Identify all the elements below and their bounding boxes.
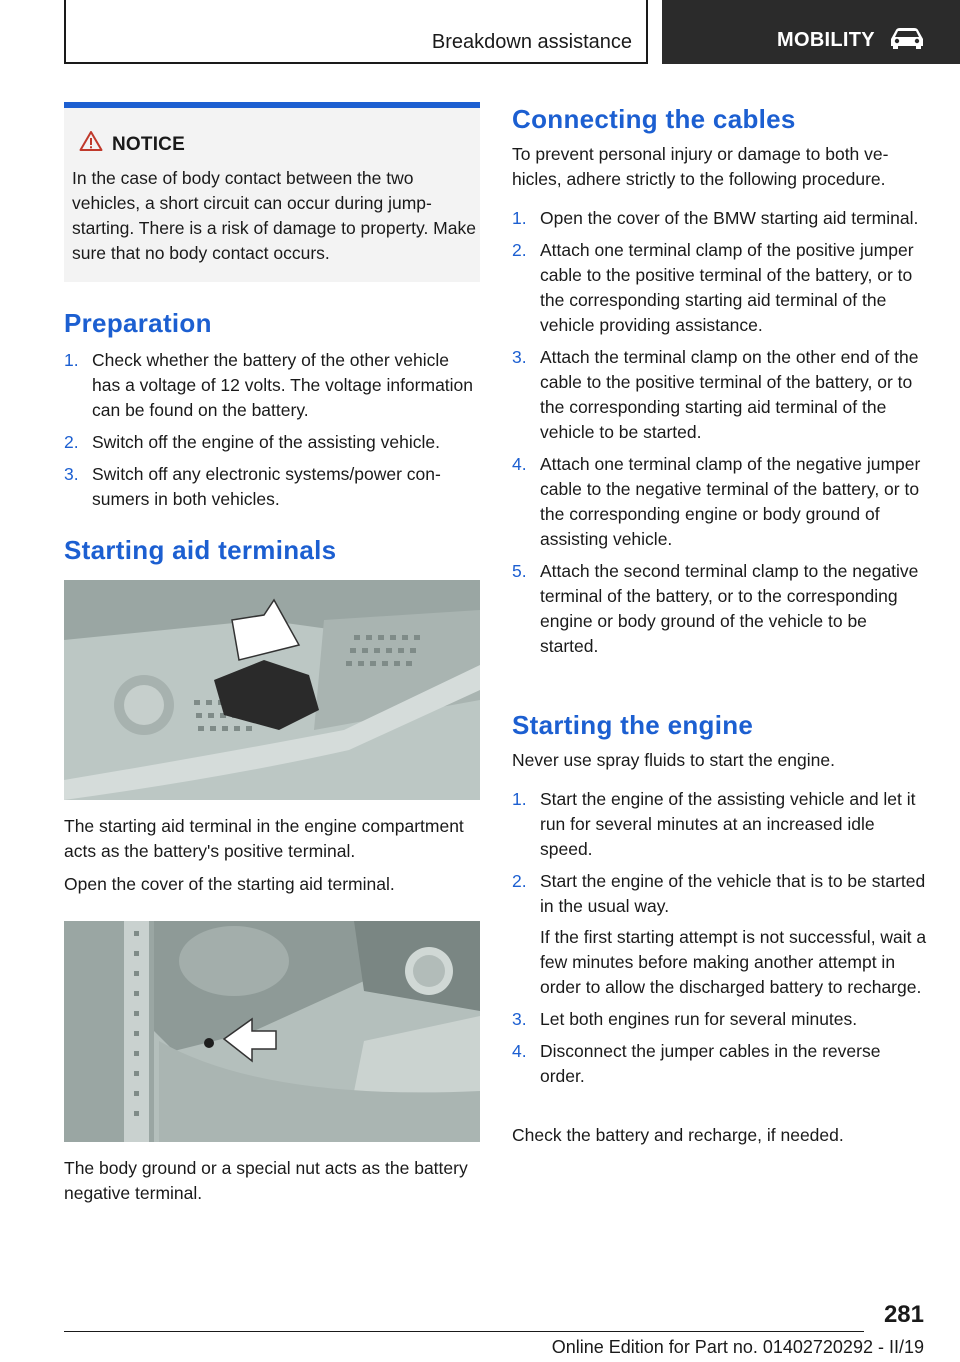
engine-list: [512, 787, 928, 1096]
car-icon: [888, 26, 926, 50]
warning-triangle-icon: [79, 130, 103, 152]
preparation-heading: Preparation: [64, 308, 212, 338]
terminals-caption-3: The body ground or a special nut acts as the battery negative terminal.: [64, 1158, 468, 1203]
list-item: 1. Start the engine of the assisting vehicle and let it run for several minutes at an increased idle speed.: [512, 789, 916, 859]
body-ground-illustration: [64, 921, 480, 1142]
notice-title: NOTICE: [112, 134, 185, 155]
list-item: 1. Open the cover of the BMW starting aid terminal.: [512, 208, 919, 228]
list-item: 2. Switch off the engine of the assisting vehicle.: [64, 432, 440, 452]
engine-outro: Check the battery and recharge, if needed.: [512, 1125, 844, 1145]
page-number: 281: [883, 1301, 924, 1328]
notice-box: [64, 102, 480, 282]
terminals-heading: Starting aid terminals: [64, 535, 337, 565]
list-item: 1. Check whether the battery of the other vehicle has a voltage of 12 volts. The voltage information can be found on the battery.: [64, 350, 474, 420]
connecting-list: [512, 206, 928, 666]
list-item: 4. Attach one terminal clamp of the negative jumper cable to the negative terminal of the battery, or to the corresponding engine or body ground of assisting vehicle.: [512, 454, 921, 549]
engine-bay-ground-photo: [64, 921, 480, 1142]
engine-bay-photo: [64, 580, 480, 800]
engine-intro: Never use spray fluids to start the engine.: [512, 750, 835, 770]
list-item: 3. Switch off any electronic systems/power consumers in both vehicles.: [64, 464, 441, 509]
terminals-caption-2: Open the cover of the starting aid terminal.: [64, 874, 395, 894]
header-chapter-label: MOBILITY: [777, 29, 875, 51]
header-section-title: Breakdown assistance: [431, 31, 632, 53]
list-item: 5. Attach the second terminal clamp to the negative terminal of the battery, or to the corresponding engine or body ground of the vehicle to be started.: [512, 561, 919, 656]
engine-heading: Starting the engine: [512, 710, 754, 740]
list-item: 4. Disconnect the jumper cables in the reverse order.: [512, 1041, 881, 1086]
footer-divider: [64, 1331, 864, 1332]
list-item: 3. Attach the terminal clamp on the other end of the cable to the positive terminal of the battery, or to the corresponding starting aid terminal of the vehicle to be started.: [512, 347, 919, 442]
footer-edition: Online Edition for Part no. 01402720292 - II/19: [551, 1337, 924, 1357]
list-item: 2. Attach one terminal clamp of the positive jumper cable to the positive terminal of the battery, or to the corresponding starting aid terminal of the vehicle providing assistance.: [512, 240, 914, 335]
connecting-heading: Connecting the cables: [512, 104, 796, 134]
terminals-caption-1: The starting aid terminal in the engine compartment acts as the battery's positive terminal.: [64, 816, 464, 861]
list-item: 3. Let both engines run for several minutes.: [512, 1009, 858, 1029]
starting-aid-terminal-illustration: [64, 580, 480, 800]
list-item-note: If the first starting attempt is not successful, wait a few minutes before making another attempt in order to allow the discharged battery to recharge.: [540, 927, 927, 997]
header-section-box: [64, 0, 648, 64]
header-chapter-tab: [662, 0, 960, 64]
notice-body: In the case of body contact between the two vehicles, a short circuit can occur during jump-starting. There is a risk of damage to property. Make sure that no body contact occurs.: [72, 168, 476, 263]
preparation-list: [64, 348, 480, 519]
connecting-intro: To prevent personal injury or damage to both vehicles, adhere strictly to the following procedure.: [512, 144, 889, 189]
list-item: 2. Start the engine of the vehicle that is to be started in the usual way. If the first starting attempt is not successful, wait a few minutes before making another attempt in order to allow the discharged battery to recharge.: [512, 869, 928, 1000]
